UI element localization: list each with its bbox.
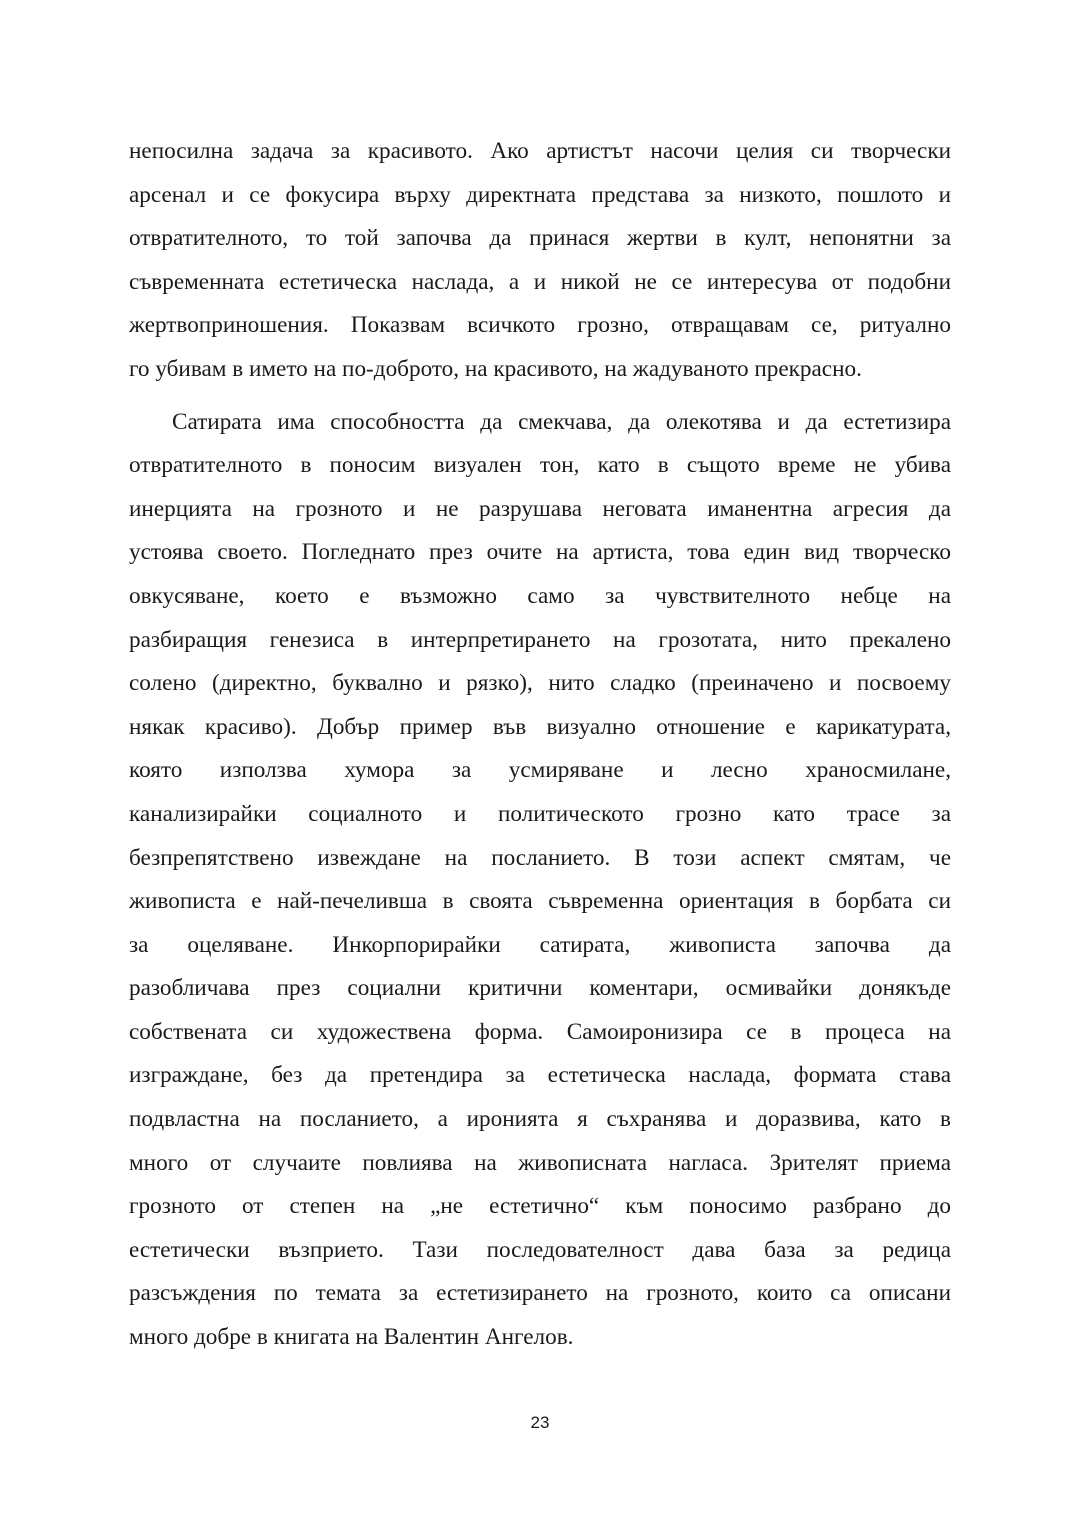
text-line: Сатирата има способността да смекчава, да олекотява и да естетизира <box>172 408 951 435</box>
text-line: подвластна на посланието, а иронията я съхранява и доразвива, като в <box>129 1106 951 1133</box>
text-line: съвременната естетическа наслада, а и никой не се интересува от подобни <box>129 268 951 295</box>
paragraph-1 <box>129 130 951 392</box>
text-line: отвратителното, то той започва да принася жертви в култ, непонятни за <box>129 225 951 252</box>
paragraph-spacer <box>129 392 951 401</box>
paragraph-2 <box>129 401 951 1360</box>
text-line: която използва хумора за усмиряване и лесно храносмилане, <box>129 757 951 784</box>
text-line: жертвоприношения. Показвам всичкото грозно, отвращавам се, ритуално <box>129 312 951 339</box>
text-line: много от случаите повлиява на живописната нагласа. Зрителят приема <box>129 1149 951 1176</box>
text-line: отвратителното в поносим визуален тон, като в същото време не убива <box>129 452 951 479</box>
text-line: разсъждения по темата за естетизирането на грозното, които са описани <box>129 1280 951 1307</box>
text-line: за оцеляване. Инкорпорирайки сатирата, живописта започва да <box>129 931 951 958</box>
text-line: устоява своето. Погледнато през очите на артиста, това един вид творческо <box>129 539 951 566</box>
text-line: разобличава през социални критични коментари, осмивайки донякъде <box>129 975 951 1002</box>
text-line: много добре в книгата на Валентин Ангелов. <box>129 1324 574 1351</box>
text-line: канализирайки социалното и политическото грозно като трасе за <box>129 800 951 827</box>
text-line: грозното от степен на „не естетично“ към поносимо разбрано до <box>129 1193 951 1220</box>
page-number: 23 <box>530 1413 550 1432</box>
text-line: разбиращия генезиса в интерпретирането на грозотата, нито прекалено <box>129 626 951 653</box>
text-line: изграждане, без да претендира за естетическа наслада, формата става <box>129 1062 951 1089</box>
text-line: живописта е най-печеливша в своята съвременна ориентация в борбата си <box>129 888 951 915</box>
text-line: солено (директно, буквално и рязко), нито сладко (преиначено и посвоему <box>129 670 951 697</box>
body-text <box>129 130 951 1360</box>
text-line: го убивам в името на по-доброто, на красивото, на жадуваното прекрасно. <box>129 355 862 382</box>
text-line: естетически възприето. Тази последователност дава база за редица <box>129 1236 951 1263</box>
text-line: непосилна задача за красивото. Ако артистът насочи целия си творчески <box>129 138 951 164</box>
text-line: безпрепятствено извеждане на посланието. В този аспект смятам, че <box>129 844 951 871</box>
text-line: арсенал и се фокусира върху директната представа за низкото, пошлото и <box>129 181 951 208</box>
text-line: собствената си художествена форма. Самоиронизира се в процеса на <box>129 1018 951 1045</box>
text-line: овкусяване, което е възможно само за чувствителното небце на <box>129 582 951 609</box>
text-line: някак красиво). Добър пример във визуално отношение е карикатурата, <box>129 713 951 740</box>
text-line: инерцията на грозното и не разрушава неговата иманентна агресия да <box>129 495 951 522</box>
